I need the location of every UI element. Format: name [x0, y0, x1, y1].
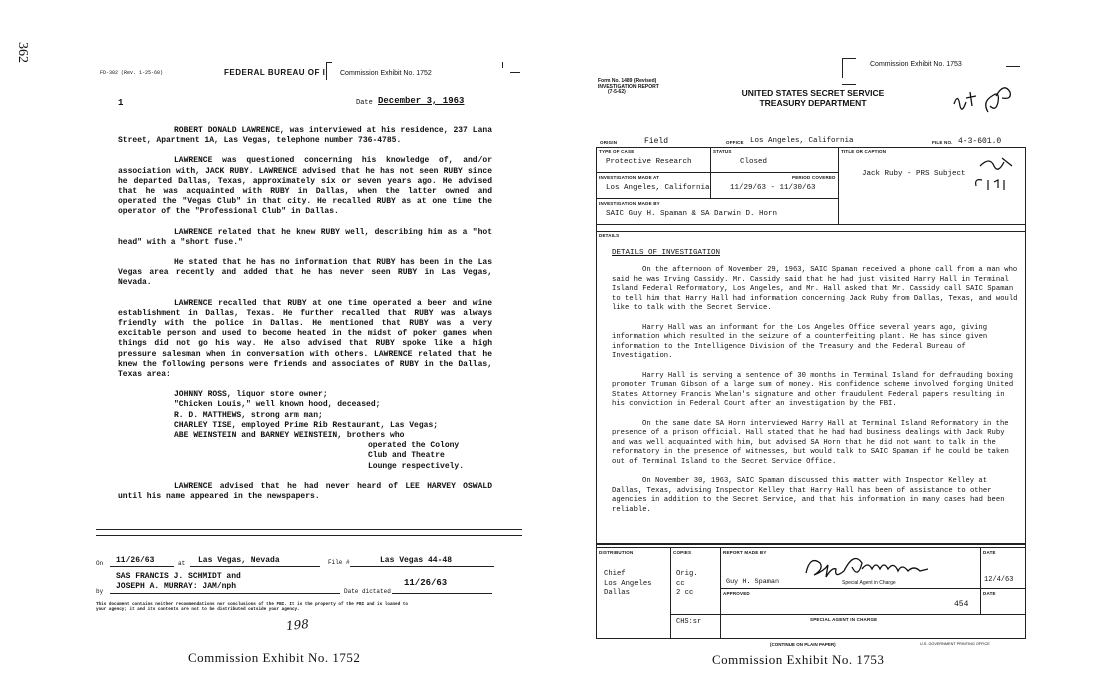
ss-paragraph-2: Harry Hall was an informant for the Los Angeles Office several years ago, giving information which resulted in the seizure of a counterfeiting plant. He has since given information to the Intelligence Division of the Treasury and the Federal Bureau of Investigation. — [612, 323, 988, 361]
fbi-interview-date: 11/26/63 — [116, 556, 155, 565]
list-item: "Chicken Louis," well known hood, deceased; — [174, 400, 381, 410]
fbi-by-label: by — [96, 588, 104, 595]
list-item: Orig. — [676, 570, 698, 578]
ss-status-label: STATUS — [713, 149, 732, 154]
ss-date-label-2: DATE — [983, 591, 996, 596]
ss-office-label: OFFICE — [726, 140, 744, 145]
fbi-associates-list — [118, 390, 492, 472]
fbi-disclaimer: This document contains neither recommendations nor conclusions of the FBI. It is the property of the FBI and is loaned to your agency; it and its contents are not to be distributed outside your agency. — [96, 602, 409, 612]
ss-title-label: TITLE OR CAPTION — [841, 149, 887, 154]
ss-type-label: TYPE OF CASE — [599, 149, 635, 154]
fbi-paragraph-3: LAWRENCE related that he knew RUBY well, describing him as a "hot head" with a "short fuse." — [118, 227, 492, 247]
fbi-date-label: Date — [356, 99, 373, 107]
ss-office-value: Los Angeles, California — [750, 137, 854, 145]
list-item: CHARLEY TISE, employed Prime Rib Restaurant, Las Vegas; — [174, 420, 439, 430]
fbi-dictated-label: Date dictated — [344, 588, 391, 595]
list-item: Dallas — [604, 589, 630, 597]
ss-made-by-value: SAIC Guy H. Spaman & SA Darwin D. Horn — [606, 210, 778, 218]
ss-type-value: Protective Research — [606, 158, 692, 166]
ss-copies-label: COPIES — [673, 550, 692, 555]
fbi-on-label: On — [96, 560, 104, 567]
ss-made-at-value: Los Angeles, California — [606, 184, 710, 192]
list-item: R. D. MATTHEWS, strong arm man; — [174, 410, 323, 420]
fbi-handwritten-number: 198 — [285, 616, 310, 634]
ss-origin-value: Field — [644, 137, 669, 146]
ss-form-code: Form No. 1489 (Revised) INVESTIGATION REPORT (7-5-62) — [598, 78, 659, 95]
ss-period-value: 11/29/63 - 11/30/63 — [730, 184, 816, 192]
fbi-document — [0, 0, 540, 691]
list-item: operated the Colony — [368, 441, 460, 451]
ss-status-value: Closed — [740, 158, 768, 166]
ss-report-by-label: REPORT MADE BY — [723, 550, 767, 555]
ss-paragraph-1: On the afternoon of November 29, 1963, SAIC Spaman received a phone call from a man who said he was Irving Cassidy. Mr. Cassidy said that he had just visited Harry Hall in Terminal Island Federal Reformatory, Los Angeles, and Mr. Hall asked that Mr. Cassidy call SAIC Spaman to tell him that Harry Hall had information concerning Jack Ruby from Dallas, Texas, and would like to talk with the Secret Service. — [612, 266, 1018, 313]
fbi-paragraph-4: He stated that he has no information that RUBY has been in the Las Vegas area recently and added that he has never seen RUBY in Las Vegas, Nevada. — [118, 258, 492, 288]
fbi-at-label: at — [178, 560, 186, 567]
ss-body — [612, 266, 1018, 515]
fbi-corner-mark — [510, 72, 520, 73]
ss-paragraph-5: On November 30, 1963, SAIC Spaman discussed this matter with Inspector Kelley at Dallas, Texas, advising Inspector Kelley that Harry Hall has been of assistance to other agencies in addition to the Secret Service, and that his information in many cases had been reliable. — [612, 477, 1005, 514]
ss-date-label: DATE — [983, 550, 996, 555]
fbi-agency-name: FEDERAL BUREAU OF I — [224, 68, 326, 77]
ss-copies-list — [676, 570, 698, 599]
ss-made-by-label: INVESTIGATION MADE BY — [599, 201, 660, 206]
ss-distribution-label: DISTRIBUTION — [599, 550, 634, 555]
list-item: Los Angeles — [604, 579, 652, 588]
secret-service-document — [580, 0, 1094, 691]
ss-caption: Commission Exhibit No. 1753 — [712, 652, 885, 667]
ss-distribution-list — [604, 570, 651, 599]
ss-signer-title: Special Agent in Charge — [842, 580, 896, 586]
fbi-closing-paragraph: LAWRENCE advised that he had never heard of LEE HARVEY OSWALD until his name appeared in the newspapers. — [118, 481, 492, 502]
fbi-body — [118, 126, 492, 502]
ss-title-value: Jack Ruby - PRS Subject — [862, 170, 966, 178]
fbi-date-value: December 3, 1963 — [378, 96, 465, 106]
fbi-file-label: File # — [328, 559, 350, 566]
list-item: ABE WEINSTEIN and BARNEY WEINSTEIN, brothers who — [174, 431, 405, 441]
ss-paragraph-3: Harry Hall is serving a sentence of 30 months in Terminal Island for defrauding boxing promoter Truman Gibson of a large sum of money. His confidence scheme involved forging United States Attorney Francis Whelan's signature and other fraudulent Federal papers resulting in his conviction in Federal Court after an investigation by the FBI. — [612, 371, 1014, 409]
ss-chs-label: CHS:sr — [676, 618, 702, 626]
ss-period-label: PERIOD COVERED — [792, 175, 836, 180]
ss-page-454: 454 — [954, 600, 969, 609]
list-item: Club and Theatre — [368, 451, 445, 461]
fbi-dictated-date: 11/26/63 — [404, 578, 448, 588]
fbi-form-code: FD-302 (Rev. 1-25-60) — [100, 70, 164, 76]
list-item: Lounge respectively. — [368, 461, 465, 471]
fbi-caption: Commission Exhibit No. 1752 — [188, 650, 361, 665]
list-item: 2 cc — [676, 589, 694, 597]
ss-made-at-label: INVESTIGATION MADE AT — [599, 175, 660, 180]
list-item: cc — [676, 579, 685, 588]
ss-exhibit-stamp: Commission Exhibit No. 1753 — [842, 58, 1020, 78]
fbi-page-number: 1 — [118, 98, 124, 108]
fbi-paragraph-5: LAWRENCE recalled that RUBY at one time operated a beer and wine establishment in Dallas, Texas. He further recalled that RUBY was always friendly with the police in Dallas. He mentioned that RUBY was a very excitable person and used to become heated in the midst of poker games when things did not go his way. He also advised that RUBY spoke like a high pressure salesman when in conversation with others. LAWRENCE related that he knew the following persons were friends and associates of RUBY in the Dallas, Texas area: — [118, 298, 492, 380]
ss-signer-name: Guy H. Spaman — [726, 578, 780, 586]
list-item: Chief — [604, 570, 626, 578]
ss-date-value: 12/4/63 — [984, 576, 1014, 584]
fbi-file-number: Las Vegas 44-48 — [380, 556, 453, 565]
ss-details-heading: DETAILS OF INVESTIGATION — [612, 249, 721, 257]
fbi-agents-line-2: JOSEPH A. MURRAY: JAM/nph — [116, 582, 237, 591]
ss-continue-note: (CONTINUE ON PLAIN PAPER) — [770, 642, 836, 647]
fbi-paragraph-1: ROBERT DONALD LAWRENCE, was interviewed at his residence, 237 Lana Street, Apartment 1A, Las Vegas, telephone number 736-4785. — [118, 126, 492, 146]
ss-handwritten-initials — [948, 82, 1018, 122]
ss-paragraph-4: On the same date SA Horn interviewed Harry Hall at Terminal Island Reformatory in the presence of a prison official. Hall stated that he had had business dealings with Jack Ruby and was well acquainted with him, but advised SA Horn that he did not want to talk in the reformatory in the presence of witnesses, but would talk to SAIC Spaman if he could be taken out of Terminal Island to the Secret Service Office. — [612, 419, 1009, 466]
ss-approved-label: APPROVED — [723, 591, 750, 596]
fbi-exhibit-stamp: Commission Exhibit No. 1752 — [326, 62, 506, 84]
ss-file-value: 4-3-601.0 — [958, 137, 1002, 146]
ss-details-label: DETAILS — [599, 233, 620, 238]
fbi-footer-rule-top — [96, 529, 522, 530]
fbi-footer-rule-bottom — [96, 535, 522, 536]
ss-approved-sub: SPECIAL AGENT IN CHARGE — [810, 617, 878, 622]
ss-agency-name: UNITED STATES SECRET SERVICE TREASURY DEPARTMENT — [741, 88, 885, 108]
ss-file-label: FILE NO. — [932, 140, 953, 145]
fbi-agents-line-1: SAS FRANCIS J. SCHMIDT and — [116, 572, 241, 581]
ss-origin-label: ORIGIN — [600, 140, 618, 145]
ss-title-handwriting — [972, 150, 1022, 200]
fbi-interview-place: Las Vegas, Nevada — [198, 556, 280, 565]
list-item: JOHNNY ROSS, liquor store owner; — [174, 390, 328, 400]
page-number: 362 — [15, 42, 30, 63]
fbi-paragraph-2: LAWRENCE was questioned concerning his knowledge of, and/or association with, JACK RUBY. LAWRENCE advised that he has not seen RUBY since he departed Dallas, Texas, approximately six or seven years ago. He advised that he was acquainted with RUBY in Dallas, when the latter owned and operated the "Vegas Club" in that city. He recalled RUBY as at one time the operator of the "Professional Club" in Dallas. — [118, 156, 492, 217]
ss-gpo-note: U.S. GOVERNMENT PRINTING OFFICE — [920, 642, 990, 646]
